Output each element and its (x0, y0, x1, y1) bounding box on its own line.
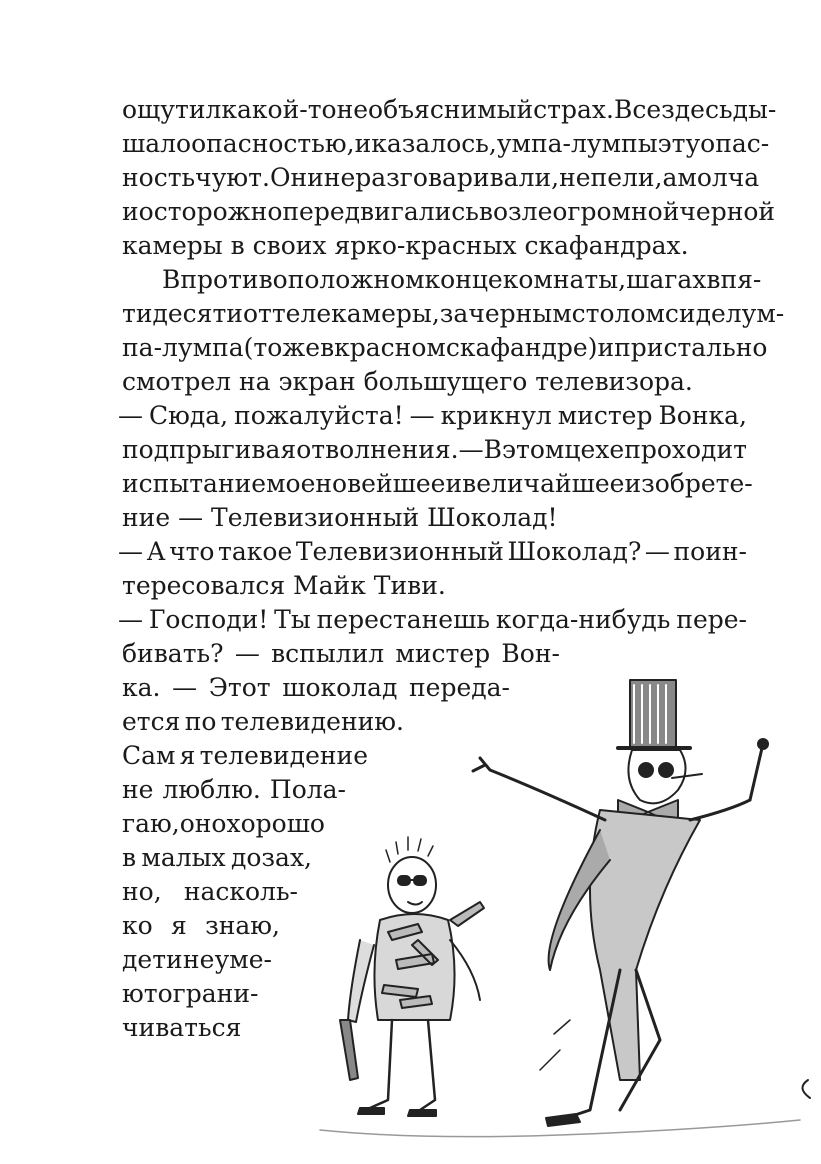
text-line: ют ограни- (122, 979, 259, 1008)
text-line: ется по телевидению. (122, 707, 404, 736)
text-line: ощутил какой-то необъяснимый страх. Все здесь ды- (122, 95, 777, 124)
text-line: Сам я телевидение (122, 741, 368, 770)
text-line: смотрел на экран большущего телевизора. (122, 367, 693, 396)
text-line: камеры в своих ярко-красных скафандрах. (122, 231, 689, 260)
text-line-paragraph-start: В противоположном конце комнаты, шагах в пя- (162, 265, 762, 294)
text-line: ность чуют. Они не разговаривали, не пели, а молча (122, 163, 760, 192)
text-line: и осторожно передвигались возле огромной черной (122, 197, 776, 226)
text-line: чиваться (122, 1013, 242, 1042)
dialogue-line: — Сюда, пожалуйста! — крикнул мистер Вонка, (118, 401, 747, 430)
text-line: бивать? — вспылил мистер Вон- (122, 639, 560, 668)
text-line: дети не уме- (122, 945, 272, 974)
text-line: подпрыгивая от волнения. — В этом цехе проходит (122, 435, 747, 464)
text-line: шало опасностью, и казалось, умпа-лумпы эту опас- (122, 129, 770, 158)
text-line: тересовался Майк Тиви. (122, 571, 446, 600)
text-line: гаю, оно хорошо (122, 809, 325, 838)
wonka-and-mike-illustration (300, 640, 821, 1164)
text-line: не люблю. Пола- (122, 775, 346, 804)
text-line: в малых дозах, (122, 843, 312, 872)
text-line: па-лумпа (тоже в красном скафандре) и пристально (122, 333, 768, 362)
dialogue-line: — А что такое Телевизионный Шоколад? — поин- (118, 537, 747, 566)
dialogue-line: — Господи! Ты перестанешь когда-нибудь пере- (118, 605, 747, 634)
text-line: ко я знаю, (122, 911, 280, 940)
text-line: испытание мое новейшее и величайшее изобрете- (122, 469, 753, 498)
text-line: тидесяти от телекамеры, за черным столом сидел ум- (122, 299, 785, 328)
text-line: ние — Телевизионный Шоколад! (122, 503, 558, 532)
text-line: ка. — Этот шоколад переда- (122, 673, 510, 702)
text-line: но, насколь- (122, 877, 298, 906)
